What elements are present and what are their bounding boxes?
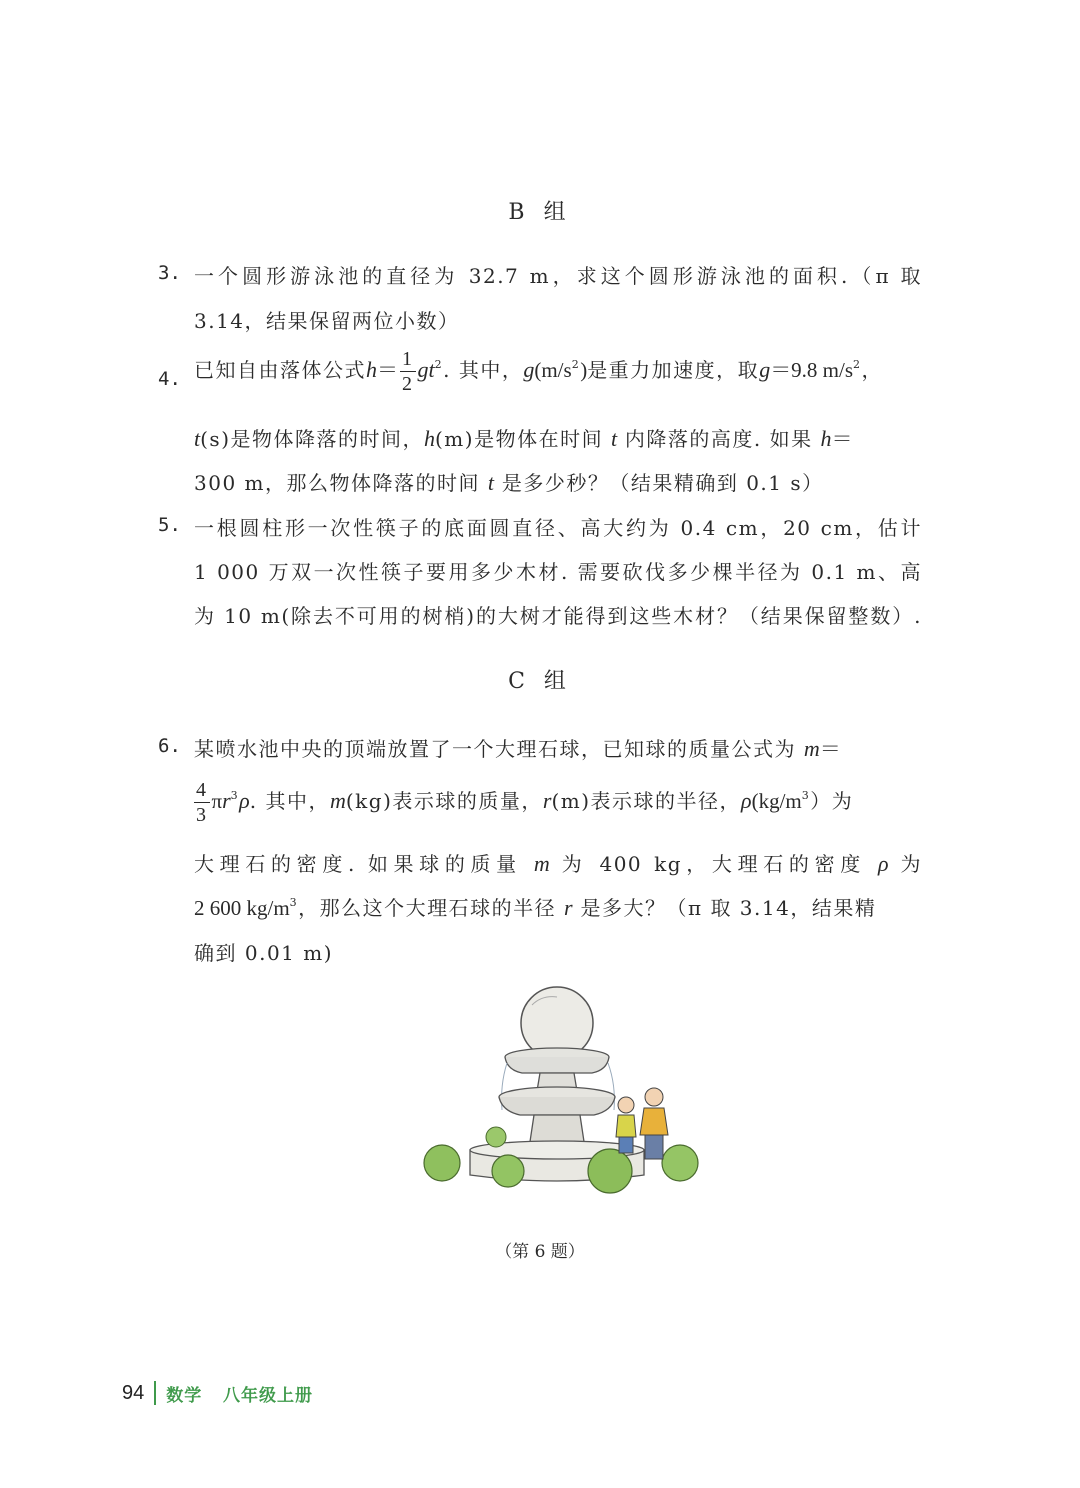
- problem-number: 3.: [158, 262, 181, 284]
- var-gt: gt: [417, 357, 435, 382]
- var-m: m: [803, 736, 820, 761]
- exponent: 3: [230, 789, 240, 802]
- problem-text-line: 3.14，结果保留两位小数）: [194, 309, 460, 333]
- fraction-denominator: 3: [196, 804, 208, 826]
- var-t: t: [487, 470, 494, 495]
- problem-text-line: [194, 467, 922, 496]
- text: ）为: [810, 789, 854, 813]
- text: 已知自由落体公式: [194, 358, 366, 382]
- var-r: r: [542, 788, 552, 813]
- problem-number: 6.: [158, 735, 181, 757]
- var-r: r: [564, 895, 573, 920]
- var-h: h: [366, 357, 377, 382]
- var-g: g: [523, 357, 535, 382]
- problem-text-line: [194, 346, 922, 394]
- fraction-denominator: 2: [402, 373, 414, 395]
- problem-number: 4.: [158, 368, 181, 390]
- problem-text-line: 一个圆形游泳池的直径为 32.7 m，求这个圆形游泳池的面积.（π 取: [194, 264, 922, 288]
- unit: (m/s: [534, 358, 572, 382]
- text: 为 400 kg，大理石的密度: [561, 852, 866, 876]
- fountain-illustration: [412, 985, 712, 1205]
- page-number: 94: [122, 1381, 145, 1404]
- exponent: 2: [434, 358, 444, 371]
- text: . 其中，: [249, 789, 330, 813]
- footer-divider: [154, 1381, 156, 1405]
- fraction-numerator: 4: [196, 779, 208, 801]
- problem-text-line: 确到 0.01 m): [194, 941, 334, 965]
- fountain-image: [412, 985, 712, 1205]
- problem-text-line: 1 000 万双一次性筷子要用多少木材. 需要砍伐多少棵半径为 0.1 m、高: [194, 560, 922, 584]
- exponent: 2: [571, 358, 581, 371]
- fraction-one-half: [400, 349, 416, 394]
- var-m: m: [533, 851, 550, 876]
- text: ，那么这个大理石球的半径: [298, 896, 557, 920]
- var-rho: ρ: [239, 788, 250, 813]
- problem-text-line: [194, 777, 922, 825]
- var-h: h: [424, 426, 435, 451]
- var-t: t: [194, 426, 201, 451]
- text: 内降落的高度. 如果: [624, 427, 813, 451]
- var-g: g: [759, 357, 771, 382]
- problem-text-line: [194, 892, 922, 921]
- var-rho: ρ: [741, 788, 752, 813]
- text: (m)表示球的半径，: [551, 789, 742, 813]
- text: . 其中，: [443, 358, 524, 382]
- problem-text-line: [194, 423, 922, 453]
- text: (kg)表示球的质量，: [345, 789, 543, 813]
- var-m: m: [329, 788, 346, 813]
- var-h: h: [820, 426, 832, 451]
- fraction-four-thirds: [194, 780, 210, 825]
- figure-caption: （第 6 题）: [495, 1242, 585, 1262]
- text: ，: [861, 358, 884, 382]
- pi: π: [211, 789, 223, 813]
- exponent: 3: [289, 896, 299, 909]
- section-title-c: C 组: [508, 669, 572, 694]
- var-r: r: [222, 788, 231, 813]
- text: 为: [900, 852, 923, 876]
- fraction-numerator: 1: [402, 348, 414, 370]
- problem-text-line: [194, 848, 922, 877]
- equals: ＝: [819, 737, 841, 761]
- problem-text-line: 一根圆柱形一次性筷子的底面圆直径、高大约为 0.4 cm，20 cm，估计: [194, 516, 922, 540]
- problem-text-line: 为 10 m(除去不可用的树梢)的大树才能得到这些木材？（结果保留整数）.: [194, 604, 922, 628]
- equals: ＝: [831, 427, 853, 451]
- text: 是多大？（π 取 3.14，结果精: [580, 896, 877, 920]
- var-rho: ρ: [877, 851, 889, 876]
- equals: ＝: [377, 358, 398, 382]
- unit-close: ): [580, 358, 588, 382]
- text: (m)是物体在时间: [435, 427, 604, 451]
- problem-text-line: [194, 733, 922, 763]
- text: 是重力加速度，取: [587, 358, 760, 382]
- text: 某喷水池中央的顶端放置了一个大理石球，已知球的质量公式为: [194, 737, 796, 761]
- book-title: 数学 八年级上册: [166, 1385, 314, 1406]
- unit: (kg/m: [751, 789, 802, 813]
- var-t: t: [610, 426, 618, 451]
- text: (s)是物体降落的时间，: [200, 427, 424, 451]
- problem-number: 5.: [158, 514, 181, 536]
- exponent: 3: [801, 789, 811, 802]
- exponent: 2: [853, 358, 862, 371]
- text: 是多少秒？（结果精确到 0.1 s）: [501, 471, 824, 495]
- text: 大理石的密度. 如果球的质量: [194, 852, 522, 876]
- value: 2 600 kg/m: [194, 896, 290, 920]
- value: ＝9.8 m/s: [770, 358, 854, 382]
- text: 300 m，那么物体降落的时间: [194, 471, 480, 495]
- section-title-b: B 组: [508, 200, 572, 225]
- page-footer: [122, 1378, 313, 1408]
